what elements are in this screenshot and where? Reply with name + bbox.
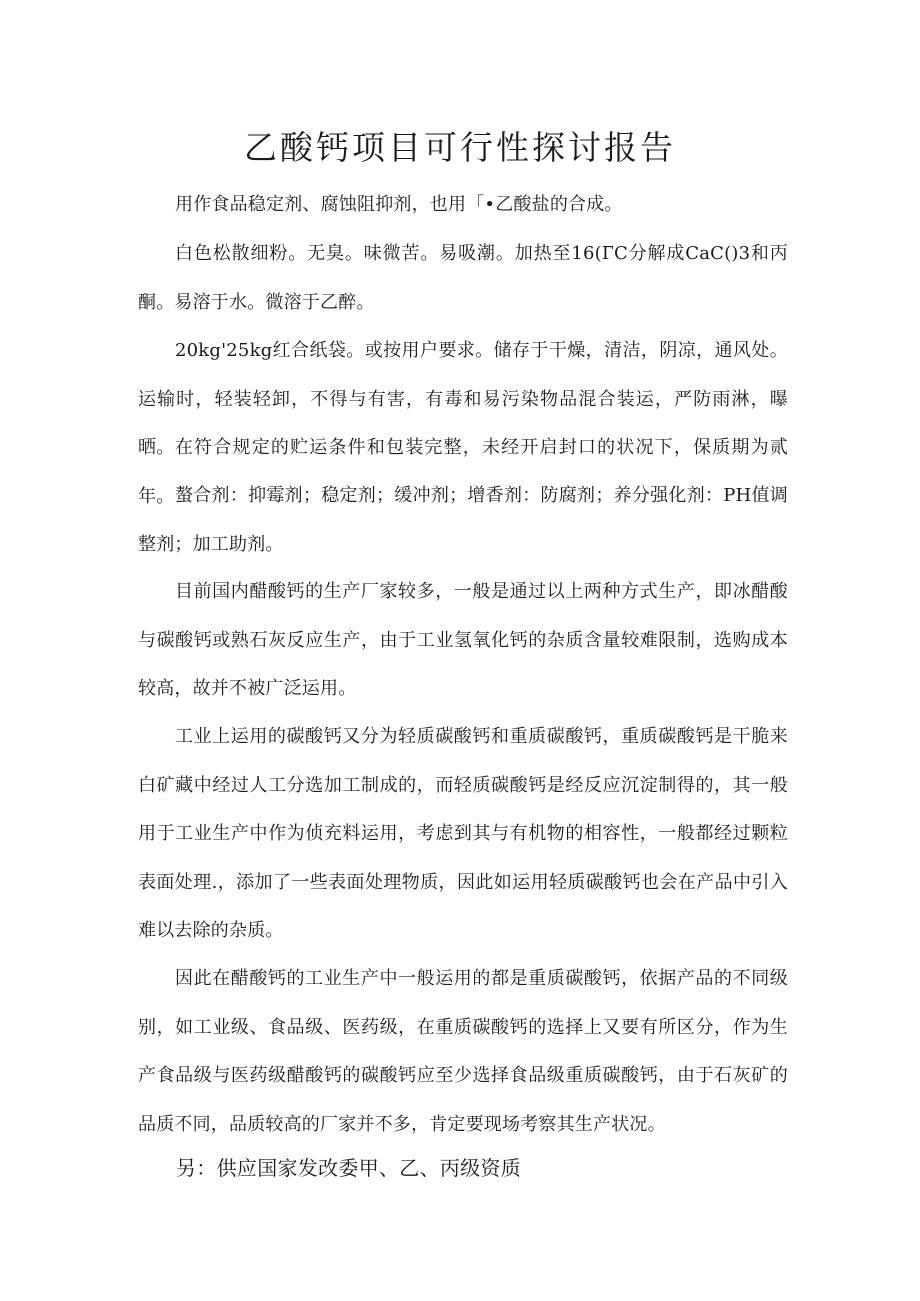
paragraph-production: 目前国内醋酸钙的生产厂家较多，一般是通过以上两种方式生产，即冰醋酸与碳酸钙或熟石灰反应生产，由于工业氢氧化钙的杂质含量较难限制，选购成本较高，故并不被广泛运用。 <box>138 581 788 700</box>
footer-note: 另：供应国家发改委甲、乙、丙级资质 <box>176 1156 522 1180</box>
paragraph-functions: 螯合剂：抑霉剂；稳定剂；缓冲剂；增香剂：防腐剂；养分强化剂：PH值调整剂；加工助剂。 <box>138 485 788 555</box>
paragraph-raw-material-selection: 因此在醋酸钙的工业生产中一般运用的都是重质碳酸钙，依据产品的不同级别，如工业级、食品级、医药级，在重质碳酸钙的选择上又要有所区分，作为生产食品级与医药级醋酸钙的碳酸钙应至少选择食品级重质碳酸钙，由于石灰矿的品质不同，品质较高的厂家并不多，肯定要现场考察其生产状况。 <box>138 968 788 1135</box>
paragraph-properties: 白色松散细粉。无臭。味微苦。易吸潮。加热至16(ГC分解成CaC()3和丙酮。易溶于水。微溶于乙醉。 <box>138 243 788 313</box>
paragraph-calcium-carbonate: 工业上运用的碳酸钙又分为轻质碳酸钙和重质碳酸钙，重质碳酸钙是干脆来白矿藏中经过人工分选加工制成的，而轻质碳酸钙是经反应沉淀制得的，其一般用于工业生产中作为侦充料运用，考虑到其与有机物的相容性，一般都经过颗粒表面处理.，添加了一些表面处理物质，因此如运用轻质碳酸钙也会在产品中引入难以去除的杂质。 <box>138 726 788 942</box>
paragraph-usage: 用作食品稳定剂、腐蚀阻抑剂，也用「•乙酸盐的合成。 <box>175 194 623 215</box>
paragraph-packaging: 20kg'25kg红合纸袋。或按用户要求。储存于干燥，清洁，阴凉，通风处。运输时，轻装轻卸，不得与有害，有毒和易污染物品混合装运，严防雨淋，曝晒。 <box>138 340 788 459</box>
document-title: 乙酸钙项目可行性探讨报告 <box>244 128 676 167</box>
paragraph-shelf-life: 在符合规定的贮运条件和包装完整，未经开启封口的状况下，保质期为贰年。 <box>138 437 788 507</box>
